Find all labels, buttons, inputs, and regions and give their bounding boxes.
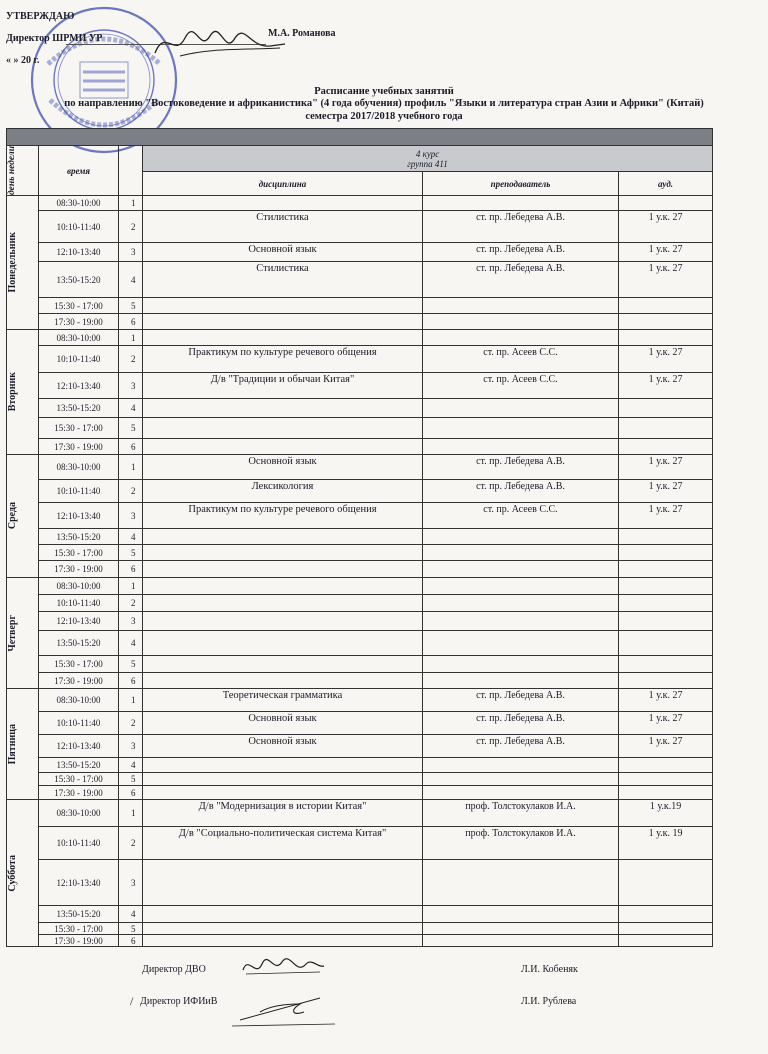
teacher-cell xyxy=(423,314,619,330)
col-discipline-header: дисциплина xyxy=(143,172,423,196)
table-row xyxy=(7,827,713,860)
room-cell: 1 у.к. 27 xyxy=(619,346,713,373)
time-cell: 17:30 - 19:00 xyxy=(39,561,119,578)
table-row xyxy=(7,480,713,503)
period-number: 5 xyxy=(119,418,143,439)
period-number: 4 xyxy=(119,262,143,298)
period-number: 1 xyxy=(119,800,143,827)
period-number: 3 xyxy=(119,503,143,529)
teacher-cell xyxy=(423,923,619,935)
teacher-cell: ст. пр. Лебедева А.В. xyxy=(423,712,619,735)
discipline-cell: Д/в "Социально-политическая система Китая" xyxy=(143,827,423,860)
time-cell: 13:50-15:20 xyxy=(39,262,119,298)
period-number: 6 xyxy=(119,673,143,689)
time-cell: 13:50-15:20 xyxy=(39,399,119,418)
room-cell xyxy=(619,612,713,631)
teacher-cell: ст. пр. Лебедева А.В. xyxy=(423,480,619,503)
teacher-cell xyxy=(423,631,619,656)
room-cell xyxy=(619,196,713,211)
teacher-cell xyxy=(423,758,619,773)
course-label: 4 курс xyxy=(415,148,440,159)
teacher-cell xyxy=(423,935,619,947)
discipline-cell xyxy=(143,612,423,631)
discipline-cell xyxy=(143,631,423,656)
schedule-title: Расписание учебных занятий xyxy=(314,86,454,97)
time-cell: 13:50-15:20 xyxy=(39,758,119,773)
table-row xyxy=(7,196,713,211)
table-row xyxy=(7,860,713,906)
period-number: 1 xyxy=(119,196,143,211)
room-cell: 1 у.к. 27 xyxy=(619,373,713,399)
time-cell: 15:30 - 17:00 xyxy=(39,773,119,786)
teacher-cell: ст. пр. Лебедева А.В. xyxy=(423,211,619,243)
time-cell: 08:30-10:00 xyxy=(39,330,119,346)
program-title: по направлению "Востоковедение и африканистика" (4 года обучения) профиль "Языки и литература стран Азии и Африки" (Китай) xyxy=(64,98,704,109)
room-cell xyxy=(619,399,713,418)
room-cell xyxy=(619,673,713,689)
room-cell: 1 у.к. 27 xyxy=(619,211,713,243)
room-cell: 1 у.к. 27 xyxy=(619,712,713,735)
director-ifiiv-name: Л.И. Рублева xyxy=(521,996,577,1007)
teacher-cell: ст. пр. Асеев С.С. xyxy=(423,373,619,399)
day-cell xyxy=(7,578,39,689)
teacher-cell: ст. пр. Лебедева А.В. xyxy=(423,689,619,712)
room-cell xyxy=(619,595,713,612)
room-cell: 1 у.к. 27 xyxy=(619,503,713,529)
room-cell xyxy=(619,656,713,673)
discipline-cell: Основной язык xyxy=(143,243,423,262)
day-cell xyxy=(7,196,39,330)
discipline-cell xyxy=(143,906,423,923)
time-cell: 17:30 - 19:00 xyxy=(39,314,119,330)
time-cell: 12:10-13:40 xyxy=(39,243,119,262)
header-row-course xyxy=(7,146,713,172)
room-cell xyxy=(619,330,713,346)
time-cell: 17:30 - 19:00 xyxy=(39,673,119,689)
discipline-cell xyxy=(143,196,423,211)
table-row xyxy=(7,346,713,373)
teacher-cell: ст. пр. Лебедева А.В. xyxy=(423,262,619,298)
period-number: 5 xyxy=(119,923,143,935)
room-cell xyxy=(619,298,713,314)
discipline-cell xyxy=(143,923,423,935)
period-number: 4 xyxy=(119,631,143,656)
time-cell: 13:50-15:20 xyxy=(39,631,119,656)
room-cell xyxy=(619,578,713,595)
teacher-cell xyxy=(423,612,619,631)
discipline-cell xyxy=(143,314,423,330)
period-number: 2 xyxy=(119,827,143,860)
discipline-cell xyxy=(143,656,423,673)
time-cell: 13:50-15:20 xyxy=(39,529,119,545)
table-row xyxy=(7,529,713,545)
time-cell: 12:10-13:40 xyxy=(39,612,119,631)
period-number: 1 xyxy=(119,330,143,346)
period-number: 3 xyxy=(119,243,143,262)
room-cell xyxy=(619,529,713,545)
teacher-cell: ст. пр. Асеев С.С. xyxy=(423,346,619,373)
room-cell xyxy=(619,561,713,578)
teacher-cell xyxy=(423,330,619,346)
slash-mark: / xyxy=(130,994,134,1008)
period-number: 4 xyxy=(119,529,143,545)
table-row xyxy=(7,211,713,243)
table-row xyxy=(7,800,713,827)
teacher-cell xyxy=(423,656,619,673)
teacher-cell xyxy=(423,545,619,561)
col-time-header: время xyxy=(39,146,119,196)
discipline-cell: Практикум по культуре речевого общения xyxy=(143,503,423,529)
teacher-cell: проф. Толстокулаков И.А. xyxy=(423,827,619,860)
table-row xyxy=(7,503,713,529)
teacher-cell xyxy=(423,786,619,800)
room-cell xyxy=(619,906,713,923)
period-number: 5 xyxy=(119,545,143,561)
discipline-cell xyxy=(143,758,423,773)
table-row xyxy=(7,758,713,773)
discipline-cell: Стилистика xyxy=(143,211,423,243)
time-cell: 15:30 - 17:00 xyxy=(39,418,119,439)
day-label: Суббота xyxy=(7,854,18,892)
discipline-cell xyxy=(143,786,423,800)
time-cell: 17:30 - 19:00 xyxy=(39,786,119,800)
schedule-body xyxy=(7,196,713,947)
period-number: 4 xyxy=(119,399,143,418)
table-row xyxy=(7,373,713,399)
table-row xyxy=(7,786,713,800)
director-ifiiv-title: Директор ИФИиВ xyxy=(140,996,218,1007)
approval-block xyxy=(6,6,336,72)
period-number: 6 xyxy=(119,561,143,578)
table-row xyxy=(7,712,713,735)
table-row xyxy=(7,298,713,314)
time-cell: 15:30 - 17:00 xyxy=(39,923,119,935)
day-label: Пятница xyxy=(7,723,18,765)
time-cell: 08:30-10:00 xyxy=(39,800,119,827)
period-number: 6 xyxy=(119,935,143,947)
discipline-cell xyxy=(143,418,423,439)
table-row xyxy=(7,439,713,455)
table-row xyxy=(7,455,713,480)
discipline-cell xyxy=(143,935,423,947)
period-number: 1 xyxy=(119,455,143,480)
time-cell: 10:10-11:40 xyxy=(39,712,119,735)
teacher-cell: проф. Толстокулаков И.А. xyxy=(423,800,619,827)
period-number: 3 xyxy=(119,735,143,758)
room-cell xyxy=(619,935,713,947)
table-row xyxy=(7,935,713,947)
discipline-cell xyxy=(143,578,423,595)
discipline-cell: Основной язык xyxy=(143,735,423,758)
room-cell: 1 у.к. 27 xyxy=(619,243,713,262)
room-cell: 1 у.к. 27 xyxy=(619,689,713,712)
teacher-cell xyxy=(423,561,619,578)
room-cell xyxy=(619,860,713,906)
time-cell: 10:10-11:40 xyxy=(39,595,119,612)
teacher-cell xyxy=(423,673,619,689)
discipline-cell: Стилистика xyxy=(143,262,423,298)
director-dvo-signature xyxy=(238,950,328,982)
room-cell: 1 у.к. 19 xyxy=(619,827,713,860)
room-cell: 1 у.к.19 xyxy=(619,800,713,827)
room-cell xyxy=(619,314,713,330)
discipline-cell xyxy=(143,595,423,612)
teacher-cell: ст. пр. Асеев С.С. xyxy=(423,503,619,529)
teacher-cell xyxy=(423,418,619,439)
director-dvo-name: Л.И. Кобеняк xyxy=(521,964,578,975)
teacher-cell xyxy=(423,529,619,545)
room-cell: 1 у.к. 27 xyxy=(619,480,713,503)
period-number: 2 xyxy=(119,211,143,243)
teacher-cell xyxy=(423,578,619,595)
course-group-header xyxy=(143,146,713,172)
period-number: 4 xyxy=(119,758,143,773)
time-cell: 08:30-10:00 xyxy=(39,689,119,712)
time-cell: 08:30-10:00 xyxy=(39,196,119,211)
period-number: 2 xyxy=(119,346,143,373)
room-cell: 1 у.к. 27 xyxy=(619,455,713,480)
table-row xyxy=(7,330,713,346)
teacher-cell xyxy=(423,906,619,923)
time-cell: 10:10-11:40 xyxy=(39,480,119,503)
room-cell: 1 у.к. 27 xyxy=(619,262,713,298)
teacher-cell: ст. пр. Лебедева А.В. xyxy=(423,243,619,262)
table-row xyxy=(7,243,713,262)
discipline-cell xyxy=(143,545,423,561)
table-row xyxy=(7,906,713,923)
period-number: 2 xyxy=(119,595,143,612)
table-row xyxy=(7,561,713,578)
semester-title: семестра 2017/2018 учебного года xyxy=(305,111,463,122)
director-dvo-title: Директор ДВО xyxy=(142,964,206,975)
teacher-cell: ст. пр. Лебедева А.В. xyxy=(423,735,619,758)
discipline-cell xyxy=(143,773,423,786)
day-cell xyxy=(7,455,39,578)
table-row xyxy=(7,612,713,631)
teacher-cell: ст. пр. Лебедева А.В. xyxy=(423,455,619,480)
discipline-cell: Основной язык xyxy=(143,712,423,735)
time-cell: 08:30-10:00 xyxy=(39,455,119,480)
discipline-cell: Основной язык xyxy=(143,455,423,480)
table-row xyxy=(7,656,713,673)
table-row xyxy=(7,578,713,595)
table-row xyxy=(7,689,713,712)
schedule-table xyxy=(6,128,713,947)
period-number: 3 xyxy=(119,612,143,631)
time-cell: 13:50-15:20 xyxy=(39,906,119,923)
period-number: 3 xyxy=(119,860,143,906)
period-number: 1 xyxy=(119,578,143,595)
col-day-header: день недели xyxy=(7,146,39,196)
period-number: 5 xyxy=(119,298,143,314)
approval-signature xyxy=(150,18,290,68)
teacher-cell xyxy=(423,196,619,211)
period-number: 5 xyxy=(119,773,143,786)
table-row xyxy=(7,418,713,439)
director-ifiiv-signature xyxy=(230,992,340,1032)
approval-label: УТВЕРЖДАЮ xyxy=(6,11,75,22)
time-cell: 17:30 - 19:00 xyxy=(39,935,119,947)
discipline-cell: Теоретическая грамматика xyxy=(143,689,423,712)
time-cell: 12:10-13:40 xyxy=(39,503,119,529)
table-row xyxy=(7,262,713,298)
table-row xyxy=(7,673,713,689)
time-cell: 10:10-11:40 xyxy=(39,211,119,243)
col-teacher-header: преподаватель xyxy=(423,172,619,196)
table-row xyxy=(7,545,713,561)
day-label: Среда xyxy=(7,502,18,530)
room-cell xyxy=(619,773,713,786)
time-cell: 12:10-13:40 xyxy=(39,373,119,399)
discipline-cell: Д/в "Модернизация в истории Китая" xyxy=(143,800,423,827)
teacher-cell xyxy=(423,399,619,418)
room-cell xyxy=(619,786,713,800)
time-cell: 08:30-10:00 xyxy=(39,578,119,595)
period-number: 3 xyxy=(119,373,143,399)
table-row xyxy=(7,923,713,935)
table-row xyxy=(7,314,713,330)
approval-date: « » 20 г. xyxy=(6,55,40,66)
room-cell xyxy=(619,923,713,935)
discipline-cell xyxy=(143,673,423,689)
table-row xyxy=(7,735,713,758)
room-cell xyxy=(619,631,713,656)
discipline-cell xyxy=(143,399,423,418)
table-row xyxy=(7,631,713,656)
time-cell: 12:10-13:40 xyxy=(39,860,119,906)
day-label: Четверг xyxy=(7,614,18,652)
period-number: 5 xyxy=(119,656,143,673)
day-label: Понедельник xyxy=(7,232,18,293)
col-room-header: ауд. xyxy=(619,172,713,196)
day-cell xyxy=(7,800,39,947)
period-number: 6 xyxy=(119,314,143,330)
discipline-cell: Д/в "Традиции и обычаи Китая" xyxy=(143,373,423,399)
approval-position: Директор ШРМИ УР xyxy=(6,33,103,44)
time-cell: 15:30 - 17:00 xyxy=(39,545,119,561)
header-bar xyxy=(7,129,713,146)
period-number: 4 xyxy=(119,906,143,923)
discipline-cell xyxy=(143,529,423,545)
day-cell xyxy=(7,689,39,800)
teacher-cell xyxy=(423,298,619,314)
discipline-cell xyxy=(143,298,423,314)
teacher-cell xyxy=(423,595,619,612)
discipline-cell: Лексикология xyxy=(143,480,423,503)
time-cell: 10:10-11:40 xyxy=(39,346,119,373)
time-cell: 15:30 - 17:00 xyxy=(39,298,119,314)
teacher-cell xyxy=(423,860,619,906)
day-cell xyxy=(7,330,39,455)
discipline-cell xyxy=(143,439,423,455)
period-number: 6 xyxy=(119,439,143,455)
room-cell xyxy=(619,439,713,455)
room-cell: 1 у.к. 27 xyxy=(619,735,713,758)
period-number: 1 xyxy=(119,689,143,712)
room-cell xyxy=(619,758,713,773)
discipline-cell xyxy=(143,561,423,578)
discipline-cell: Практикум по культуре речевого общения xyxy=(143,346,423,373)
time-cell: 12:10-13:40 xyxy=(39,735,119,758)
time-cell: 17:30 - 19:00 xyxy=(39,439,119,455)
discipline-cell xyxy=(143,860,423,906)
table-row xyxy=(7,773,713,786)
time-cell: 10:10-11:40 xyxy=(39,827,119,860)
room-cell xyxy=(619,418,713,439)
period-number: 6 xyxy=(119,786,143,800)
table-row xyxy=(7,595,713,612)
approval-signatory: М.А. Романова xyxy=(268,28,336,39)
discipline-cell xyxy=(143,330,423,346)
time-cell: 15:30 - 17:00 xyxy=(39,656,119,673)
period-number: 2 xyxy=(119,480,143,503)
teacher-cell xyxy=(423,439,619,455)
day-label: Вторник xyxy=(7,372,18,412)
group-label: группа 411 xyxy=(407,158,448,169)
period-number: 2 xyxy=(119,712,143,735)
teacher-cell xyxy=(423,773,619,786)
table-row xyxy=(7,399,713,418)
room-cell xyxy=(619,545,713,561)
